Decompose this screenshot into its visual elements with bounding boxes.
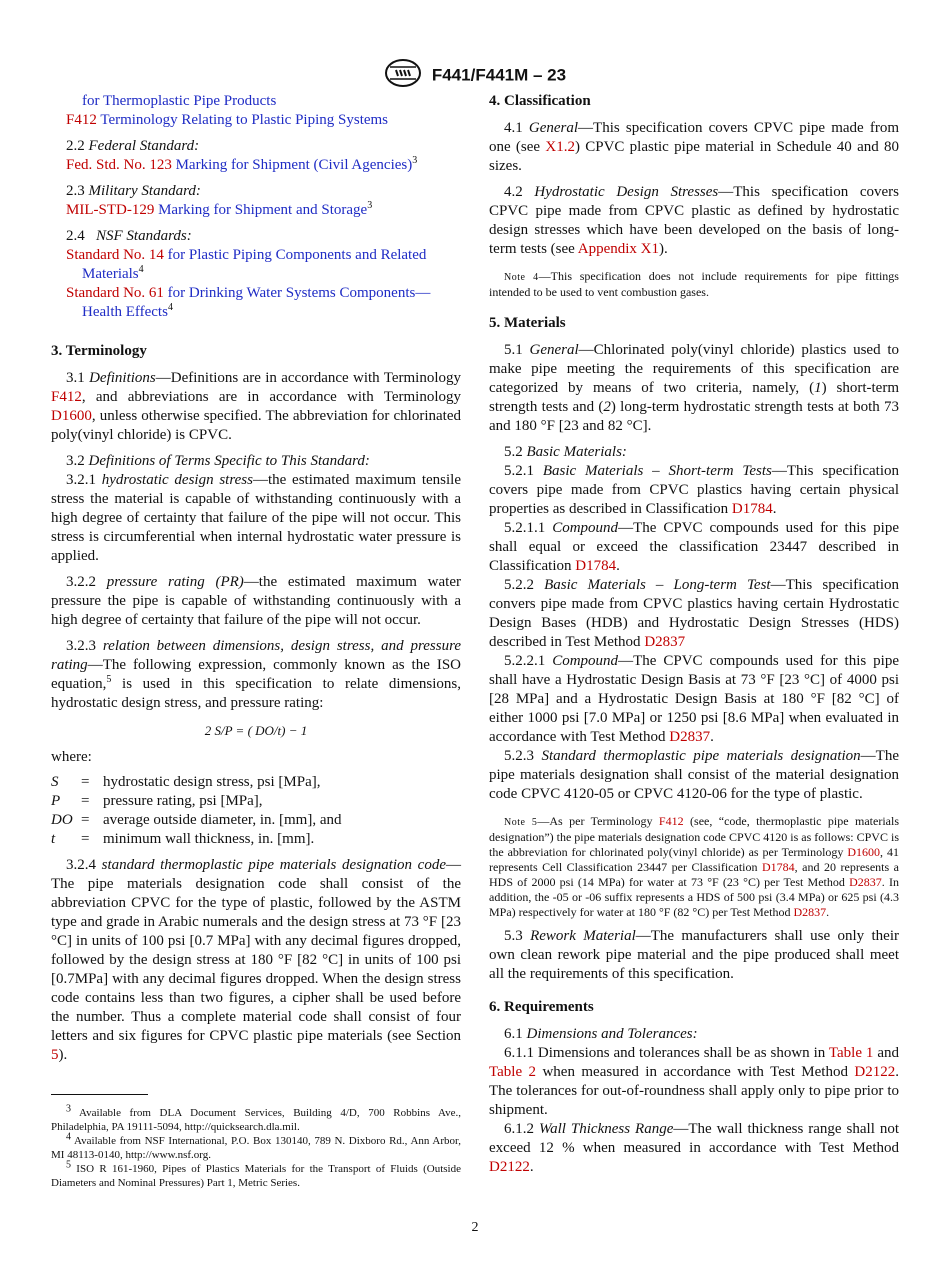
para-6-1-2: 6.1.2 Wall Thickness Range—The wall thickness range shall not exceed 12 % when measured in accordance with Test Method D2122. (489, 1121, 900, 1175)
para-5-2-2-1: 5.2.2.1 Compound—The CPVC compounds used for this pipe shall have a Hydrostatic Design Basis at 73 °F [23 °C] of 4000 psi [28 MPa] and a Hydrostatic Design Basis at 180 °F [82 °C] of either 1000 psi [7.0 MPa] or 1250 psi [8.6 MPa] when evaluated in accordance with Test Method D2837. (489, 653, 899, 745)
section-3-heading: 3. Terminology (51, 343, 147, 359)
link-f412[interactable]: F412 (66, 112, 97, 128)
para-3-2: 3.2 Definitions of Terms Specific to This Standard: (66, 453, 370, 469)
link-table-1[interactable]: Table 1 (828, 1045, 874, 1061)
link-nsf-61[interactable]: Standard No. 61 (66, 285, 164, 301)
footnote-number: 3 (66, 1103, 71, 1115)
link-nsf-61-title[interactable]: for Drinking Water Systems Components—Health Effects (82, 285, 431, 320)
variable-eq: = (81, 774, 90, 790)
variable-desc: hydrostatic design stress, psi [MPa], (103, 774, 321, 790)
link-fed-std[interactable]: Fed. Std. No. 123 (66, 157, 172, 173)
ref-fed-std (51, 156, 461, 175)
variable-sym: DO (51, 812, 73, 828)
link-x1-2[interactable]: X1.2 (545, 139, 575, 155)
footnote-3 (51, 1103, 461, 1134)
footnote-ref-4[interactable]: 4 (138, 264, 144, 275)
page-header (0, 58, 950, 93)
link-fed-std-title[interactable]: Marking for Shipment (Civil Agencies) (171, 157, 413, 173)
para-6-1-1: 6.1.1 Dimensions and tolerances shall be as shown in Table 1 and Table 2 when measured in accordance with Test Method D2122. The tolerances for out-of-roundness shall apply only to pipe prior to shipment. (489, 1045, 899, 1118)
footnote-ref-3[interactable]: 3 (412, 155, 418, 166)
para-4-1: 4.1 General—This specification covers CPVC pipe made from one (see X1.2) CPVC plastic pipe material in Schedule 40 and 80 sizes. (489, 120, 900, 174)
variable-eq: = (81, 831, 90, 847)
subsection-2-3: 2.3 Military Standard: (66, 183, 201, 199)
section-6-heading: 6. Requirements (489, 999, 594, 1015)
variable-eq: = (81, 812, 90, 828)
link-appendix-x1[interactable]: Appendix X1 (577, 241, 659, 257)
iso-equation: 2 S/P = ( DO/t) − 1 (204, 723, 308, 738)
left-column (51, 92, 461, 1065)
link-d2837-b[interactable]: D2837 (669, 729, 711, 745)
footnote-5 (51, 1159, 461, 1190)
variable-desc: average outside diameter, in. [mm], and (103, 812, 342, 828)
subsection-2-2: 2.2 Federal Standard: (66, 138, 200, 154)
right-column (489, 92, 899, 1177)
link-f412-title[interactable]: Terminology Relating to Plastic Piping Systems (96, 112, 389, 128)
link-note5-d1600[interactable]: D1600 (847, 845, 881, 859)
variable-sym: S (51, 774, 59, 790)
ref-nsf-61 (51, 284, 461, 322)
note-5: Note 5—As per Terminology F412 (see, “code, thermoplastic pipe materials designation”) the pipe materials designation code CPVC 4120 is as follows: CPVC is the abbreviation for chlorinated poly(vinyl chloride) as per Terminology D1600, 41 represents Cell Classification 23447 per Classification D1784, and 20 represents a HDS of 2000 psi (14 MPa) for water at 73 °F (23 °C) per Test Method D2837. In addition, the -05 or -06 suffix represents a HDS of 500 psi (3.4 MPa) or 625 psi (4.3 MPa) respectively for water at 180 °F (82 °C) per Test Method D2837. (489, 814, 900, 919)
variable-desc: minimum wall thickness, in. [mm]. (103, 831, 315, 847)
para-5-1: 5.1 General—Chlorinated poly(vinyl chloride) plastics used to make pipe meeting the requirements of this specification are categorized by means of two criteria, namely, (1) short-term strength tests and (2) long-term hydrostatic strength tests at both 73 and 180 °F [23 and 82 °C]. (489, 342, 900, 434)
link-note5-d2837-b[interactable]: D2837 (793, 905, 827, 919)
variable-desc: pressure rating, psi [MPa], (103, 793, 263, 809)
para-5-2-3: 5.2.3 Standard thermoplastic pipe materials designation—The pipe materials designation shall consist of the material designation code CPVC 4120-05 or CPVC 4120-06 for the type of plastic. (489, 748, 899, 802)
para-5-2-1-1: 5.2.1.1 Compound—The CPVC compounds used for this pipe shall equal or exceed the classification 23447 described in Classification D1784. (489, 520, 899, 574)
link-f412-b[interactable]: F412 (51, 389, 82, 405)
footnote-text: ISO R 161-1960, Pipes of Plastics Materials for the Transport of Fluids (Outside Diameters and Nominal Pressures) Part 1, Metric Series. (51, 1163, 461, 1189)
para-5-2: 5.2 Basic Materials: (504, 444, 627, 460)
para-3-2-3: 3.2.3 relation between dimensions, design stress, and pressure rating—The following expression, commonly known as the ISO equation,$^5$ is used in this specification to relate dimensions, hydrostatic design stress, and pressure rating: (51, 638, 462, 711)
note-4: Note 4—This specification does not include requirements for pipe fittings intended to be used to vent combustion gases. (489, 269, 899, 299)
footnote-text: Available from NSF International, P.O. Box 130140, 789 N. Dixboro Rd., Ann Arbor, MI 48113-0140, http://www.nsf.org. (51, 1135, 461, 1161)
footnote-ref-5[interactable]: 5 (106, 674, 112, 685)
ref-f412 (51, 111, 461, 130)
para-3-2-1: 3.2.1 hydrostatic design stress—the estimated maximum tensile stress the material is capable of withstanding continuously with a high degree of certainty that failure of the pipe will not occur. This stress is circumferential when internal hydrostatic water pressure is applied. (51, 472, 461, 564)
para-4-2: 4.2 Hydrostatic Design Stresses—This specification covers CPVC pipe made from CPVC plastic as defined by hydrostatic design stresses which have been developed on the basis of long-term tests (see Appendix X1). (489, 184, 899, 257)
ref-mil-std (51, 201, 461, 220)
link-mil-std[interactable]: MIL-STD-129 (66, 202, 155, 218)
link-nsf-14-title[interactable]: for Plastic Piping Components and Related Materials (82, 247, 427, 282)
para-5-2-1: 5.2.1 Basic Materials – Short-term Tests—This specification covers pipe made from CPVC plastics having certain physical properties as described in Classification D1784. (489, 463, 899, 517)
link-note5-d1784[interactable]: D1784 (762, 860, 795, 874)
variable-row (51, 811, 341, 830)
astm-logo-icon (384, 58, 422, 93)
footnote-number: 5 (66, 1159, 71, 1171)
para-3-2-2: 3.2.2 pressure rating (PR)—the estimated maximum water pressure the pipe is capable of withstanding continuously with a high degree of certainty that failure of the pipe will not occur. (51, 574, 461, 628)
para-5-2-2: 5.2.2 Basic Materials – Long-term Test—This specification convers pipe made from CPVC plastics having certain Hydrostatic Design Bases (HDB) and Hydrostatic Design Stresses (HDS) described in Test Method D2837 (489, 577, 899, 650)
footnote-4 (51, 1131, 461, 1162)
link-d1600[interactable]: D1600 (51, 408, 92, 424)
para-3-2-4: 3.2.4 standard thermoplastic pipe materials designation code—The pipe materials designation code shall consist of the abbreviation CPVC for the type of plastic, followed by the ASTM type and grade in Arabic numerals and the design stress at 73 °F [23 °C] in units of 100 psi [0.7 MPa] with any decimal figures dropped, followed by the design stress at 180 °F [82 °C] in units of 100 psi [0.7MPa] with any decimal figures dropped. When the design stress code contains less than two figures, a cipher shall be used before the number. Thus a complete material code shall consist of four letters and six figures for CPVC plastic pipe materials (see Section 5). (51, 857, 461, 1063)
footnote-ref-4b[interactable]: 4 (167, 302, 173, 313)
link-d2122-b[interactable]: D2122 (489, 1159, 530, 1175)
subsection-2-4: 2.4 NSF Standards: (66, 228, 192, 244)
variable-row (51, 773, 341, 792)
link-ref-title[interactable]: for Thermoplastic Pipe Products (82, 93, 277, 109)
footnotes (51, 1103, 461, 1190)
link-d2122[interactable]: D2122 (854, 1064, 896, 1080)
ref-continuation (51, 92, 461, 111)
para-5-3: 5.3 Rework Material—The manufacturers shall use only their own clean rework pipe material and the pipe produced shall meet all the requirements of this specification. (489, 928, 900, 982)
link-nsf-14[interactable]: Standard No. 14 (66, 247, 164, 263)
link-note5-f412[interactable]: F412 (658, 814, 684, 828)
variable-row (51, 830, 341, 849)
footnote-ref-3b[interactable]: 3 (367, 200, 373, 211)
link-section-5[interactable]: 5 (51, 1047, 59, 1063)
para-3-1: 3.1 Definitions—Definitions are in accordance with Terminology F412, and abbreviations are in accordance with Terminology D1600, unless otherwise specified. The abbreviation for chlorinated poly(vinyl chloride) is CPVC. (51, 370, 461, 443)
link-mil-std-title[interactable]: Marking for Shipment and Storage (154, 202, 368, 218)
footnote-number: 4 (66, 1131, 71, 1143)
variable-list (51, 773, 341, 849)
where-label: where: (51, 749, 92, 765)
page-number: 2 (471, 1220, 479, 1235)
footnote-divider (51, 1094, 148, 1095)
section-4-heading: 4. Classification (489, 93, 591, 109)
variable-sym: t (51, 831, 56, 847)
variable-eq: = (81, 793, 90, 809)
link-d1784-b[interactable]: D1784 (575, 558, 617, 574)
link-note5-d2837[interactable]: D2837 (849, 875, 882, 889)
para-6-1: 6.1 Dimensions and Tolerances: (504, 1026, 698, 1042)
variable-sym: P (51, 793, 61, 809)
link-table-2[interactable]: Table 2 (489, 1064, 537, 1080)
link-d1784[interactable]: D1784 (731, 501, 773, 517)
variable-row (51, 792, 341, 811)
link-d2837[interactable]: D2837 (644, 634, 686, 650)
footnote-text: Available from DLA Document Services, Building 4/D, 700 Robbins Ave., Philadelphia, PA 19111-5094, http://quicksearch.dla.mil. (51, 1107, 461, 1133)
section-5-heading: 5. Materials (489, 315, 566, 331)
standard-designation: F441/F441M – 23 (431, 65, 567, 85)
ref-nsf-14 (51, 246, 461, 284)
